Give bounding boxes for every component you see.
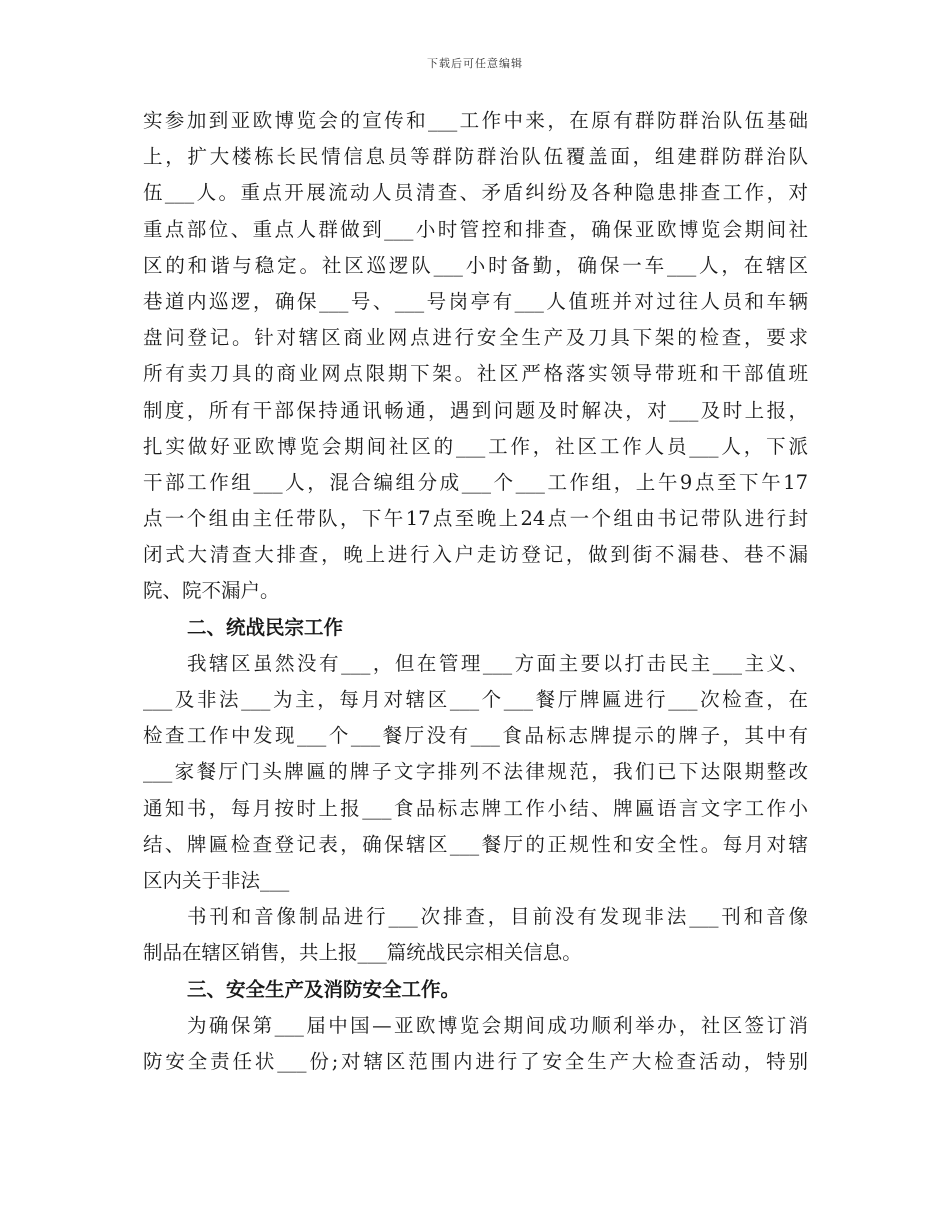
text-line: 扎实做好亚欧博览会期间社区的___工作，社区工作人员___人，下派 — [143, 434, 808, 458]
section-heading: 二、统战民宗工作 — [187, 615, 344, 639]
text-line: 区内关于非法___ — [143, 868, 290, 892]
text-line: 书刊和音像制品进行___次排查，目前没有发现非法___刊和音像 — [187, 905, 808, 929]
document-body — [143, 103, 808, 1080]
text-line: 为确保第___届中国—亚欧博览会期间成功顺利举办，社区签订消 — [187, 1013, 808, 1037]
text-line: 我辖区虽然没有___，但在管理___方面主要以打击民主___主义、 — [187, 651, 808, 675]
text-line: 实参加到亚欧博览会的宣传和___工作中来，在原有群防群治队伍基础 — [143, 109, 808, 132]
page-header: 下载后可任意编辑 — [427, 57, 523, 70]
text-line: 重点部位、重点人群做到___小时管控和排查，确保亚欧博览会期间社 — [143, 217, 808, 241]
text-line: ___及非法___为主，每月对辖区___个___餐厅牌匾进行___次检查，在 — [143, 688, 808, 711]
text-line: 盘问登记。针对辖区商业网点进行安全生产及刀具下架的检查，要求 — [143, 326, 808, 350]
text-line: 所有卖刀具的商业网点限期下架。社区严格落实领导带班和干部值班 — [143, 362, 808, 386]
text-line: 巷道内巡逻，确保___号、___号岗亭有___人值班并对过往人员和车辆 — [143, 289, 808, 313]
text-line: 制度，所有干部保持通讯畅通，遇到问题及时解决，对___及时上报， — [143, 398, 808, 422]
text-line: 结、牌匾检查登记表，确保辖区___餐厅的正规性和安全性。每月对辖 — [143, 832, 808, 856]
text-line: 上，扩大楼栋长民情信息员等群防群治队伍覆盖面，组建群防群治队 — [143, 145, 808, 169]
text-line: ___家餐厅门头牌匾的牌子文字排列不法律规范，我们已下达限期整改 — [143, 760, 808, 784]
text-line: 伍___人。重点开展流动人员清查、矛盾纠纷及各种隐患排查工作，对 — [143, 181, 808, 205]
text-line: 检查工作中发现___个___餐厅没有___食品标志牌提示的牌子，其中有 — [143, 724, 808, 748]
text-line: 区的和谐与稳定。社区巡逻队___小时备勤，确保一车___人，在辖区 — [143, 253, 808, 277]
text-line: 院、院不漏户。 — [143, 579, 280, 603]
text-line: 防安全责任状___份;对辖区范围内进行了安全生产大检查活动，特别 — [143, 1049, 808, 1073]
text-line: 闭式大清查大排查，晚上进行入户走访登记，做到街不漏巷、巷不漏 — [143, 543, 808, 567]
text-line: 制品在辖区销售，共上报___篇统战民宗相关信息。 — [143, 941, 582, 965]
text-line: 干部工作组___人，混合编组分成___个___工作组，上午9点至下午17 — [143, 470, 808, 494]
section-heading: 三、安全生产及消防安全工作。 — [187, 977, 461, 1001]
text-line: 通知书，每月按时上报___食品标志牌工作小结、牌匾语言文字工作小 — [143, 796, 808, 820]
text-line: 点一个组由主任带队，下午17点至晚上24点一个组由书记带队进行封 — [143, 507, 808, 531]
